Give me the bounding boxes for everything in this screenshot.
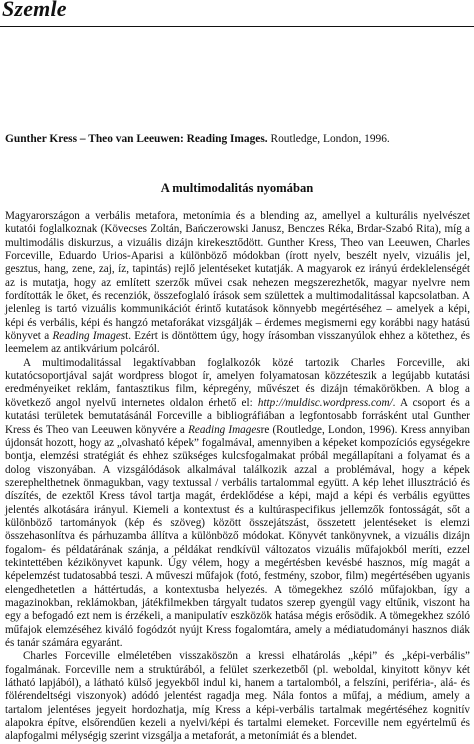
italic-text: http://muldisc.wordpress.com/ [257, 396, 393, 409]
italic-text: Reading Images [52, 330, 126, 343]
header-rule [0, 26, 474, 27]
paragraph-text: . A csoport és a kutatási területek bemutatásánál Forceville a bibliográfiában a legfontosabb forrásként utal Gunther Kress és Theo van Leeuwen könyvére a [5, 396, 470, 436]
citation-authors-title: Gunther Kress – Theo van Leeuwen: Reading Images. [5, 133, 268, 145]
paragraph-text: Magyarországon a verbális metafora, metonímia és a blending az, amellyel a kulturális nyelvészet kutatói foglalkoznak (Kövecses Zoltán, Bańczerowski Janusz, Benczes Réka, Brdar-Szabó Rita), míg a multimodális diskurzus, a vizuális dizájn kirekesztődött. Gunther Kress, Theo van Leeuwen, Charles Forceville, Eduardo Urios-Aparisi a különböző módokban (írott nyelv, beszélt nyelv, vizuális jel, gesztus, hang, zene, zaj, íz, tapintás) rejlő jelentéseket kutatják. A magyarok ez irányú érdeklelenségét az is mutatja, hogy az említett szerzők művei csak nehezen megszerezhetők, magyar nyelvre nem fordították le őket, és recenziók, összefoglaló írások sem születtek a multimodalitással kapcsolatban. A jelenleg is tartó vizuális kommunikációt érintő kutatások könnyebb megértéséhez – amelyek a képi, képi és verbális, képi és hangzó metaforákat vizsgálják – érdemes megismerni egy korábbi nagy hatású könyvet a [5, 210, 470, 343]
paragraph-text: A multimodalitással legaktívabban foglalkozók közé tartozik Charles Forceville, aki kutatócsoportjával saját wordpress blogot ír, amelyen folyamatosan közzéteszik a legújabb kutatási eredményeiket reklám, fantasztikus film, képregény, művészet és dizájn témakörökben. A blog a következő angol nyelvű internetes oldalon érhető el: [5, 356, 470, 409]
review-body [5, 210, 470, 744]
book-citation [5, 132, 470, 146]
citation-publisher: Routledge, London, 1996. [267, 133, 390, 145]
italic-text: Reading Images [188, 423, 261, 436]
paragraph-text: re (Routledge, London, 1996). Kress annyiban újdonsát hozott, hogy az „olvasható képek” fogalmával, amennyiben a képeket kompozíciós egységekre bontja, elemzési stratégiát és ehhez szükséges kulcsfogalmakat próbál megállapítani a folyamat és a dolog viszonyában. A vizsgálódások alkalmával találkozik azzal a problémával, hogy a képek szerephelthetnek önmagukban, vagy textussal / verbális tartalommal együtt. A kép lehet illusztráció és díszítés, de ezektől Kress távol tartja magát, érdeklődése a képi, majd a képi és verbális együttes jelentés alkotására irányul. Kiemeli a kontextust és a kultúraspecifikus jellemzők fontosságát, sőt a különböző tartományok (kép és szöveg) között összejátszást, összetett jelentéseket is elemzi összehasonlítva és párhuzamba állítva a különböző módokat. Könyvét tankönyvnek, a vizuális dizájn fogalom- és példatárának szánja, a példákat rendkívül változatos vizuális műfajokból meríti, ezzel tekintettében kézikönyvet kapunk. Úgy vélem, hogy a megértésben kevésbé hasznos, míg magát a képelemzést tudatosabbá teszi. A műveszi műfajok (fotó, festmény, szobor, film) megértésében ugyanis elengedhetetlen a háttértudás, a kontextusba helyezés. A tömegekhez szóló műfajokban, így a magazinokban, reklámokban, játékfilmekben tárgyalt tudatos szerep gyengül vagy eltűnik, viszont ha egy a befogadó ezt nem is érzékeli, a manipulatív eszközök hatása mégis erősödik. A tömegekhez szóló műfajok elemzéséhez kiváló fogódzót nyújt Kress fogalomtára, amely a médiatudományi hasznos diák és tanár számára egyaránt. [5, 423, 470, 649]
section-title: Szemle [2, 0, 67, 21]
paragraph-text: Charles Forceville elméletében visszaköszön a kressi elhatárolás „képi” és „képi-verbális” fogalmának. Forceville nem a struktúrából, a felület szerkezetből (pl. weboldal, kinyitott könyv két látható lapjából), a látható külső jegyekből indul ki, hanem a tartalomból, a felszíni, periféria-, alá- és fölérendeltségi viszonyok) adódó jelentést ragadja meg. Nála fontos a műfaj, a médium, amely a tartalom jelentéses jegyeit hordozhatja, míg Kress a képi-verbális tartalmak megértéséhez kognitív alapokra építve, elsőrendűen kezeli a nyelvi/képi és tartalmi elemeket. Forceville nem egyértelmű és alapfogalmi mélységig szerint vizsgálja a metaforát, a metonímiát és a blendet. [5, 650, 470, 743]
review-title: A multimodalitás nyomában [160, 181, 314, 195]
body-paragraph [5, 650, 470, 743]
body-paragraph [5, 210, 470, 357]
paragraph-text: t. Ezért is döntöttem úgy, hogy írásomban visszanyúlok ehhez a kötethez, és leemelem az antikvárium polcáról. [5, 330, 470, 356]
body-paragraph [5, 357, 470, 651]
